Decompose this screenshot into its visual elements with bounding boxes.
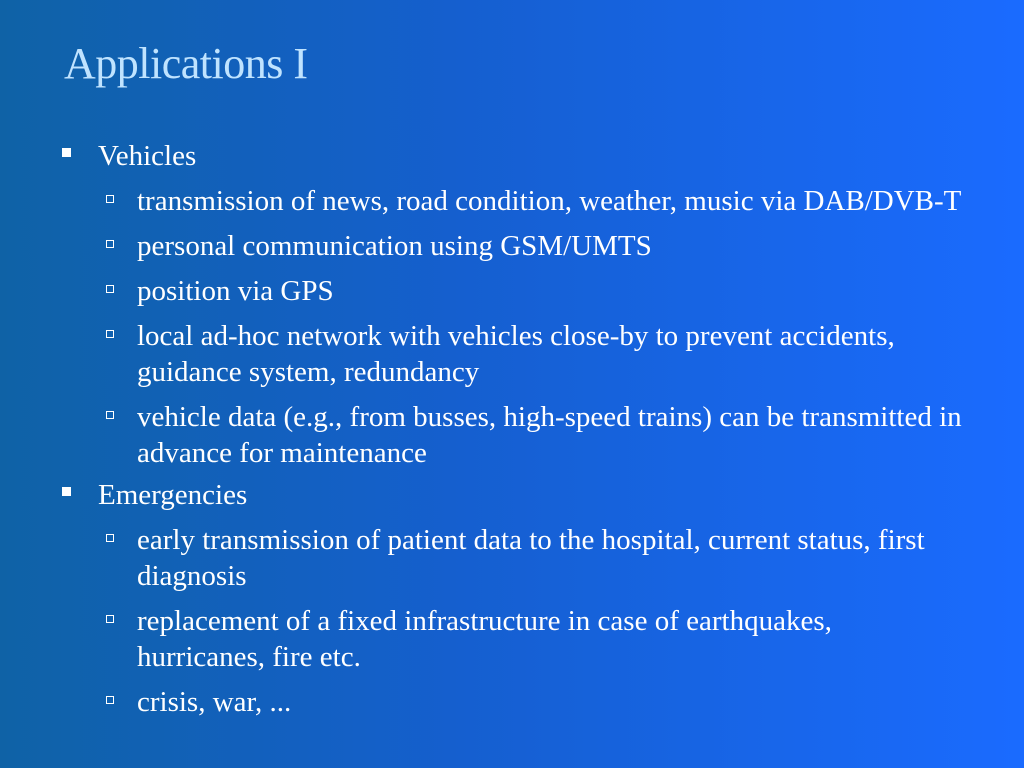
- section-label: Vehicles: [98, 140, 197, 172]
- list-item: [137, 183, 967, 219]
- list-item-text: position via GPS: [137, 275, 334, 307]
- hollow-square-bullet-icon: [106, 534, 114, 542]
- list-item-text: vehicle data (e.g., from busses, high-speed trains) can be transmitted in advance for maintenance: [137, 401, 962, 469]
- square-bullet-icon: [62, 148, 71, 157]
- hollow-square-bullet-icon: [106, 195, 114, 203]
- hollow-square-bullet-icon: [106, 285, 114, 293]
- slide-content: [0, 132, 1024, 720]
- list-item: [137, 603, 967, 675]
- square-bullet-icon: [62, 487, 71, 496]
- section-vehicles: [98, 138, 1024, 174]
- section-emergencies: [98, 477, 1024, 513]
- list-item: [137, 228, 967, 264]
- hollow-square-bullet-icon: [106, 240, 114, 248]
- list-item-text: early transmission of patient data to the hospital, current status, first diagnosis: [137, 524, 925, 592]
- section-label: Emergencies: [98, 479, 248, 511]
- hollow-square-bullet-icon: [106, 411, 114, 419]
- list-item: [137, 273, 967, 309]
- list-item-text: local ad-hoc network with vehicles close-by to prevent accidents, guidance system, redundancy: [137, 320, 895, 388]
- list-item-text: transmission of news, road condition, weather, music via DAB/DVB-T: [137, 185, 962, 217]
- list-item-text: replacement of a fixed infrastructure in case of earthquakes, hurricanes, fire etc.: [137, 605, 832, 673]
- list-item: [137, 399, 967, 471]
- list-item: [137, 522, 967, 594]
- list-item: [137, 684, 967, 720]
- list-item-text: personal communication using GSM/UMTS: [137, 230, 652, 262]
- list-item: [137, 318, 967, 390]
- slide-title: Applications I: [64, 39, 308, 88]
- list-item-text: crisis, war, ...: [137, 686, 292, 718]
- hollow-square-bullet-icon: [106, 615, 114, 623]
- hollow-square-bullet-icon: [106, 330, 114, 338]
- hollow-square-bullet-icon: [106, 696, 114, 704]
